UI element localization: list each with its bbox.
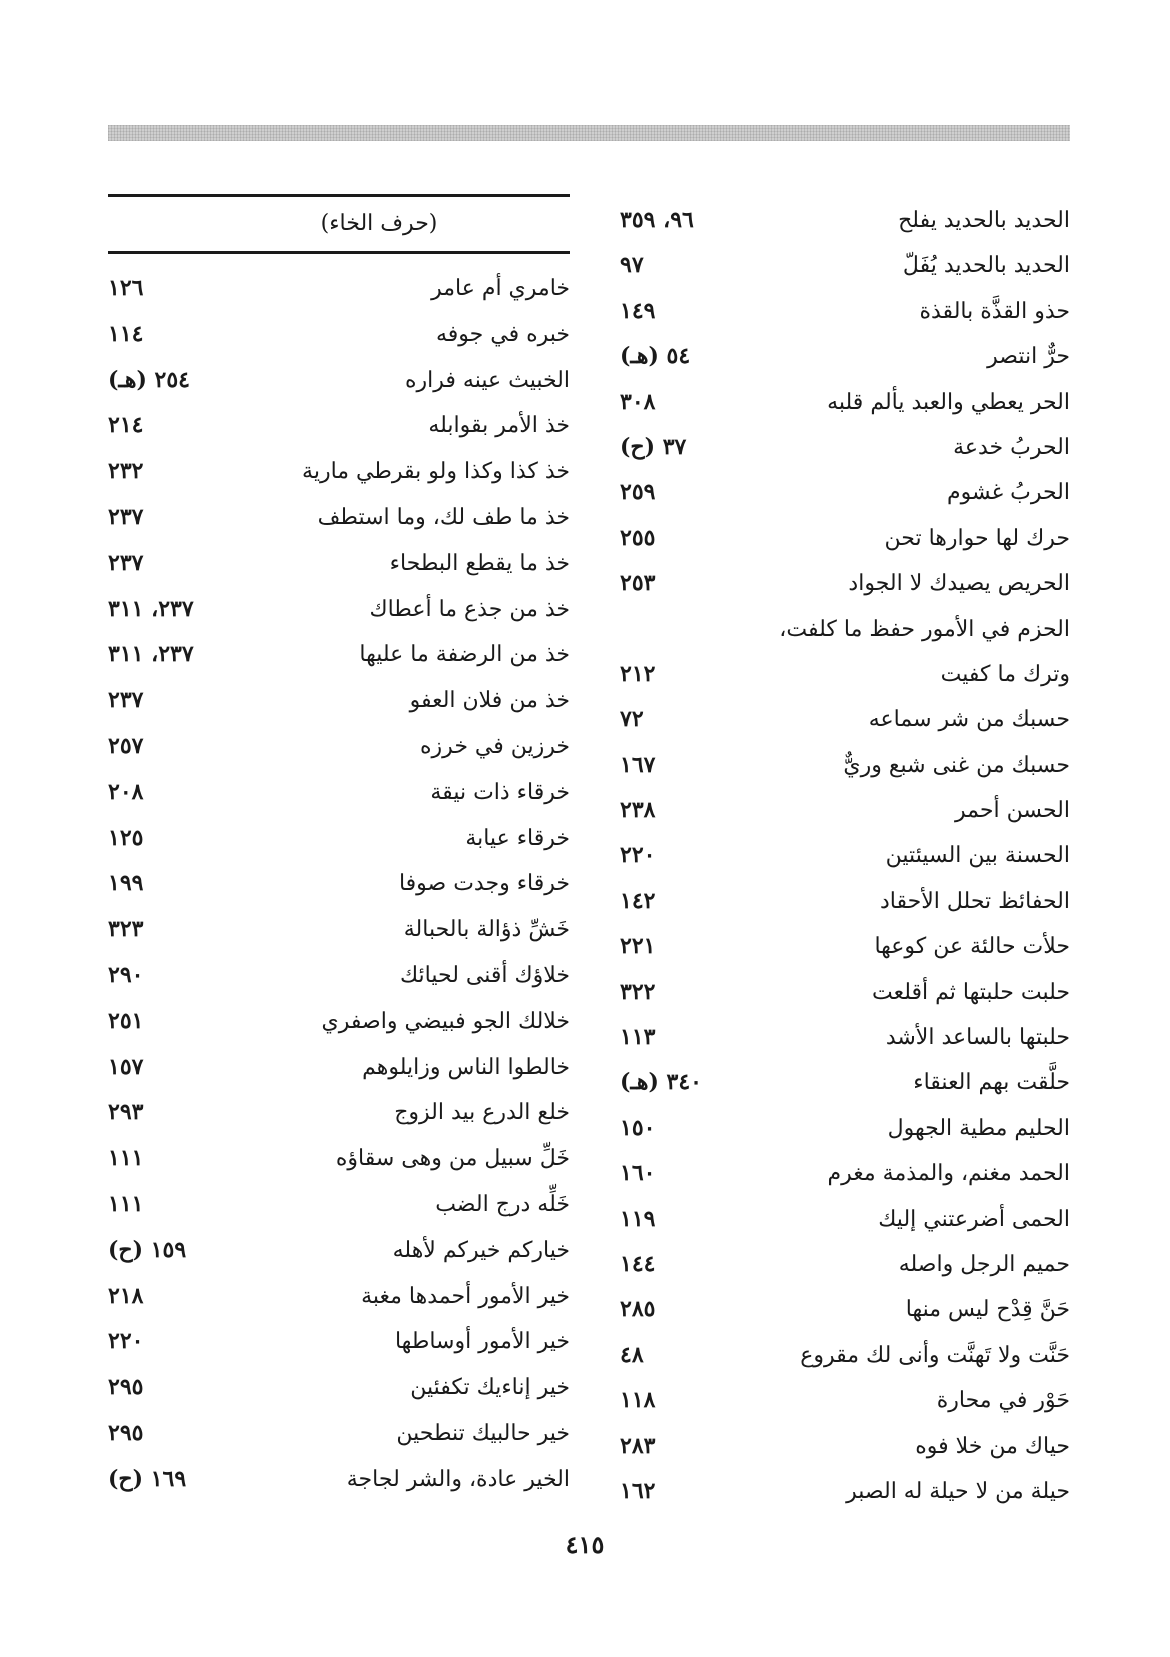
entry-page-ref: ٢٣٨: [620, 797, 656, 824]
entry-text: الحمد مغنم، والمذمة مغرم: [827, 1161, 1070, 1187]
index-entry-row: [108, 770, 570, 816]
entry-text: حذو القذَّة بالقذة: [919, 298, 1070, 324]
entry-text: الحسن أحمر: [955, 798, 1070, 824]
index-entry-row: [108, 1090, 570, 1136]
entry-page-ref: ٢٨٣: [620, 1432, 656, 1459]
entry-page-ref: ٢٥٣: [620, 570, 656, 597]
index-entry-row: [108, 1228, 570, 1274]
entry-text: الحليم مطية الجهول: [887, 1115, 1070, 1141]
entry-page-ref: ١٦٠: [620, 1160, 656, 1187]
entry-page-ref: ١٢٥: [108, 824, 144, 851]
entry-text: خياركم خيركم لأهله: [392, 1237, 570, 1263]
index-entry-row: [108, 358, 570, 404]
index-entry-row: [108, 1045, 570, 1091]
entry-text: خذ من الرضفة ما عليها: [359, 642, 570, 668]
index-entry-row: [108, 1319, 570, 1365]
left-entry-list: [108, 266, 570, 1503]
index-entry-row: [620, 198, 1070, 243]
entry-page-ref: ١١٣: [620, 1024, 656, 1051]
entry-text: وترك ما كفيت: [940, 661, 1070, 687]
entry-page-ref: ١١٩: [620, 1205, 656, 1232]
entry-page-ref: ٥٤ (هـ): [620, 343, 691, 370]
entry-page-ref: ٢١٤: [108, 412, 144, 439]
entry-text: الحديد بالحديد يُفَلّ: [902, 253, 1070, 279]
entry-page-ref: ١١١: [108, 1190, 144, 1217]
index-entry-row: [620, 1333, 1070, 1378]
entry-text: خرقاء عيابة: [465, 825, 570, 851]
entry-page-ref: ٢٥٩: [620, 479, 656, 506]
entry-text: خذ كذا وكذا ولو بقرطي مارية: [302, 459, 570, 485]
entry-text: حسبك من شر سماعه: [868, 707, 1070, 733]
entry-page-ref: ٩٦، ٣٥٩: [620, 207, 694, 233]
entry-text: خرقاء ذات نيقة: [430, 779, 570, 805]
index-entry-row: [108, 632, 570, 678]
index-entry-row: [620, 561, 1070, 606]
index-entry-row: [620, 924, 1070, 969]
entry-text: خذ الأمر بقوابله: [428, 413, 570, 439]
entry-page-ref: ٤٨: [620, 1341, 644, 1368]
entry-text: الحزم في الأمور حفظ ما كلفت،: [779, 616, 1070, 642]
index-entry-row: [620, 607, 1070, 652]
entry-text: خير إناءيك تكفئين: [410, 1375, 570, 1401]
entry-page-ref: ٢٥١: [108, 1007, 144, 1034]
entry-page-ref: ٣٢٣: [108, 916, 144, 943]
entry-text: خَشِّ ذؤالة بالحبالة: [403, 917, 570, 943]
entry-page-ref: ١٥٧: [108, 1053, 144, 1080]
index-entry-row: [108, 587, 570, 633]
index-entry-row: [620, 1378, 1070, 1423]
entry-page-ref: ١١٤: [108, 320, 144, 347]
entry-text: خير الأمور أحمدها مغبة: [361, 1283, 570, 1309]
index-entry-row: [620, 425, 1070, 470]
index-entry-row: [620, 743, 1070, 788]
index-entry-row: [108, 449, 570, 495]
entry-page-ref: ٣٠٨: [620, 388, 656, 415]
index-entry-row: [620, 516, 1070, 561]
entry-page-ref: ٣٤٠ (هـ): [620, 1069, 702, 1096]
entry-text: حميم الرجل واصله: [898, 1251, 1070, 1277]
entry-text: الخير عادة، والشر لجاجة: [346, 1466, 570, 1492]
entry-page-ref: ٢٢٠: [620, 842, 656, 869]
entry-page-ref: ٢٣٧: [108, 687, 144, 714]
entry-text: خير الأمور أوساطها: [394, 1329, 570, 1355]
entry-text: خذ ما يقطع البطحاء: [389, 550, 570, 576]
index-entry-row: [620, 1242, 1070, 1287]
entry-page-ref: ٢٣٧: [108, 549, 144, 576]
index-entry-row: [620, 1287, 1070, 1332]
entry-text: خذ من جذع ما أعطاك: [369, 596, 570, 622]
index-entry-row: [620, 243, 1070, 288]
entry-page-ref: ٢٠٨: [108, 778, 144, 805]
index-entry-row: [108, 1457, 570, 1503]
section-heading: (حرف الخاء): [108, 194, 570, 254]
entry-page-ref: ١٥٩ (ح): [108, 1236, 187, 1263]
decorative-header-band: [108, 125, 1070, 141]
entry-text: خرزين في خرزه: [420, 733, 570, 759]
index-entry-row: [620, 334, 1070, 379]
entry-page-ref: ٢٣٧: [108, 503, 144, 530]
entry-page-ref: ١٤٩: [620, 297, 656, 324]
index-entry-row: [108, 495, 570, 541]
entry-text: الحفائظ تحلل الأحقاد: [880, 888, 1070, 914]
entry-page-ref: ٢٥٧: [108, 732, 144, 759]
entry-page-ref: ١٦٩ (ح): [108, 1465, 187, 1492]
index-entry-row: [108, 403, 570, 449]
entry-text: حرٌّ انتصر: [987, 344, 1070, 370]
index-entry-row: [108, 678, 570, 724]
index-entry-row: [620, 879, 1070, 924]
entry-text: حَنَّ قِدْح ليس منها: [905, 1297, 1070, 1323]
entry-text: خالطوا الناس وزايلوهم: [362, 1054, 570, 1080]
entry-text: خلع الدرع بيد الزوج: [394, 1100, 570, 1126]
index-entry-row: [108, 724, 570, 770]
index-entry-row: [620, 788, 1070, 833]
left-index-column: [108, 194, 570, 1503]
index-entry-row: [108, 1274, 570, 1320]
index-entry-row: [620, 1424, 1070, 1469]
entry-page-ref: ٢٥٥: [620, 524, 656, 551]
index-entry-row: [620, 470, 1070, 515]
index-entry-row: [108, 1365, 570, 1411]
entry-text: حلأت حالئة عن كوعها: [874, 934, 1070, 960]
entry-page-ref: ٣٢٢: [620, 978, 656, 1005]
index-entry-row: [620, 697, 1070, 742]
entry-text: الحر يعطي والعبد يألم قلبه: [827, 389, 1070, 415]
index-entry-row: [620, 970, 1070, 1015]
entry-text: حياك من خلا فوه: [915, 1433, 1070, 1459]
index-entry-row: [108, 1182, 570, 1228]
index-entry-row: [620, 1015, 1070, 1060]
entry-text: حلبتها بالساعد الأشد: [885, 1025, 1070, 1051]
entry-page-ref: ٢٩٥: [108, 1374, 144, 1401]
entry-page-ref: ٩٧: [620, 252, 644, 279]
entry-page-ref: ٢٢١: [620, 933, 656, 960]
entry-text: الحمى أضرعتني إليك: [878, 1206, 1070, 1232]
entry-text: خلالك الجو فبيضي واصفري: [321, 1008, 570, 1034]
entry-text: خرقاء وجدت صوفا: [398, 871, 570, 897]
entry-text: خبره في جوفه: [435, 321, 570, 347]
entry-page-ref: ٢١٨: [108, 1282, 144, 1309]
entry-text: خَلِّه درج الضب: [435, 1191, 570, 1217]
entry-page-ref: ١٤٤: [620, 1250, 656, 1277]
index-entry-row: [620, 833, 1070, 878]
index-entry-row: [108, 999, 570, 1045]
index-entry-row: [108, 1411, 570, 1457]
entry-page-ref: ٢٣٧، ٣١١: [108, 595, 194, 622]
index-entry-row: [108, 816, 570, 862]
entry-text: الخبيث عينه فراره: [405, 367, 570, 393]
entry-page-ref: ٢٩٥: [108, 1419, 144, 1446]
entry-page-ref: ١١٨: [620, 1387, 656, 1414]
entry-page-ref: ٢٢٠: [108, 1328, 144, 1355]
index-entry-row: [108, 1136, 570, 1182]
index-entry-row: [620, 380, 1070, 425]
entry-text: حسبك من غنى شبع وريٌّ: [843, 752, 1070, 778]
entry-page-ref: ٣٧ (ح): [620, 433, 687, 460]
entry-text: خذ ما طف لك، وما استطف: [317, 504, 570, 530]
entry-text: حرك لها حوارها تحن: [884, 525, 1070, 551]
index-entry-row: [108, 907, 570, 953]
entry-page-ref: ١٩٩: [108, 870, 144, 897]
index-entry-row: [108, 312, 570, 358]
index-entry-row: [108, 861, 570, 907]
index-entry-row: [620, 1197, 1070, 1242]
page-number: ٤١٥: [565, 1530, 605, 1559]
entry-page-ref: ٢١٢: [620, 660, 656, 687]
entry-text: خلاؤك أقنى لحيائك: [400, 962, 570, 988]
entry-page-ref: ١١١: [108, 1145, 144, 1172]
entry-text: حلَّقت بهم العنقاء: [913, 1070, 1070, 1096]
entry-page-ref: ٢٨٥: [620, 1296, 656, 1323]
entry-page-ref: ٢٩٠: [108, 961, 144, 988]
entry-text: خذ من فلان العفو: [409, 688, 570, 714]
entry-page-ref: ١٤٢: [620, 887, 656, 914]
entry-text: حَنَّت ولا تَهنَّت وأنى لك مقروع: [800, 1342, 1070, 1368]
entry-text: حيلة من لا حيلة له الصبر: [846, 1478, 1070, 1504]
entry-page-ref: ٢٥٤ (هـ): [108, 366, 190, 393]
entry-text: خامري أم عامر: [431, 276, 570, 301]
index-entry-row: [620, 1106, 1070, 1151]
index-entry-row: [620, 289, 1070, 334]
entry-text: خَلِّ سبيل من وهى سقاؤه: [335, 1146, 570, 1172]
entry-page-ref: ١٦٢: [620, 1477, 656, 1504]
entry-text: حلبت حلبتها ثم أقلعت: [872, 979, 1070, 1005]
index-entry-row: [108, 541, 570, 587]
right-index-column: [620, 198, 1070, 1514]
entry-text: خير حالبيك تنطحين: [396, 1420, 570, 1446]
entry-page-ref: ٢٩٣: [108, 1099, 144, 1126]
index-entry-row: [620, 1469, 1070, 1514]
entry-page-ref: ١٦٧: [620, 751, 656, 778]
entry-page-ref: ٢٣٧، ٣١١: [108, 641, 194, 668]
index-entry-row: [620, 1060, 1070, 1105]
entry-page-ref: ١٥٠: [620, 1114, 656, 1141]
entry-text: الحديد بالحديد يفلح: [898, 208, 1070, 233]
entry-text: حَوْر في محارة: [936, 1388, 1070, 1414]
index-entry-row: [108, 266, 570, 312]
entry-text: الحسنة بين السيئتين: [885, 843, 1070, 869]
entry-text: الحربُ خدعة: [953, 434, 1070, 460]
entry-text: الحربُ غشوم: [947, 480, 1070, 506]
index-entry-row: [620, 652, 1070, 697]
index-entry-row: [108, 953, 570, 999]
entry-text: الحريص يصيدك لا الجواد: [848, 571, 1070, 597]
entry-page-ref: ١٢٦: [108, 275, 144, 301]
index-entry-row: [620, 1151, 1070, 1196]
entry-page-ref: ٢٣٢: [108, 458, 144, 485]
entry-page-ref: ٧٢: [620, 706, 644, 733]
